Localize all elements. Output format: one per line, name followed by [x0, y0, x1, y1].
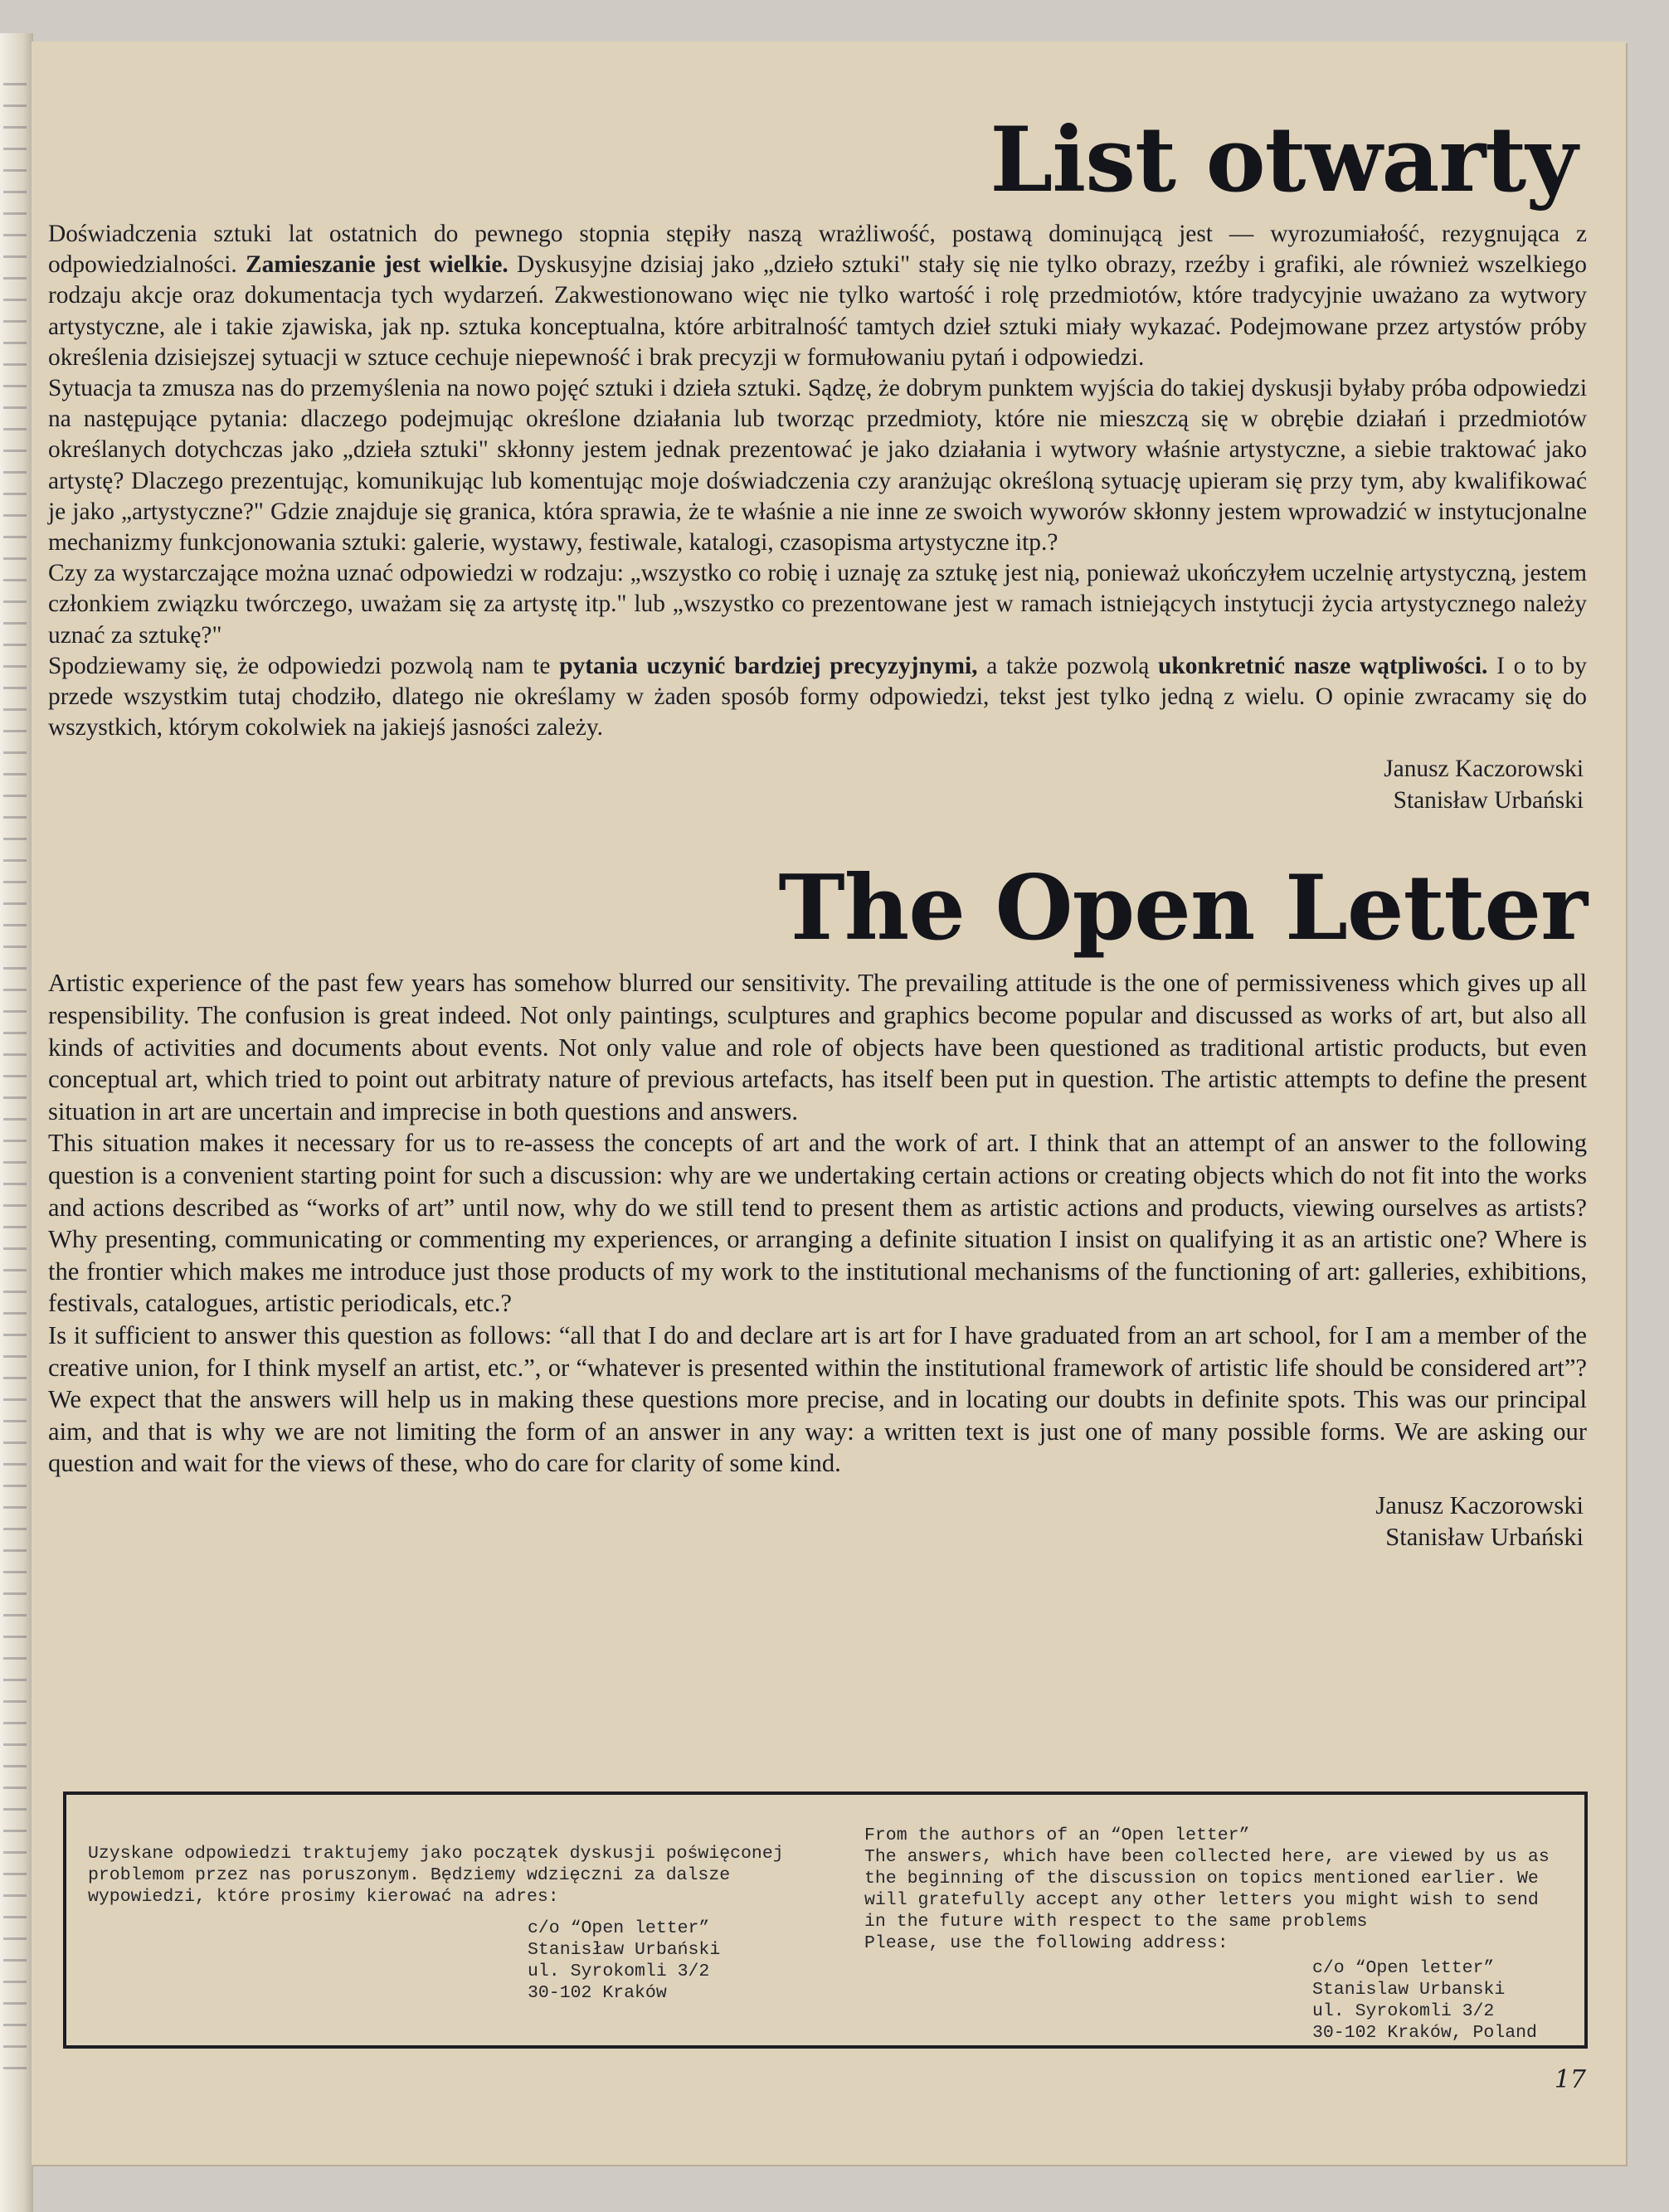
signature-name: Janusz Kaczorowski — [1384, 756, 1584, 783]
polish-address — [528, 1918, 801, 2004]
english-signature — [48, 1490, 1587, 1553]
text-span: Dyskusyjne dzisiaj jako „dzieło sztuki" stały się nie tylko obrazy, rzeźby i grafiki, ale również wszelkiego rodzaju akcje oraz dokumentacja tych wydarzeń. Zakwestionowano więc nie tylko wartość i rolę przedmiotów, które tradycyjnie uważano za wytwory artystyczne, ale i takie zjawiska, jak np. sztuka konceptualna, które arbitralność tamtych dzieł sztuki miały wykazać. Podejmowane przez artystów próby określenia dzisiejszej sytuacji w sztuce cechuje niepewność i brak precyzji w formułowaniu pytań i odpowiedzi. — [48, 251, 1587, 371]
contact-heading: From the authors of an “Open letter” — [864, 1826, 1250, 1845]
polish-paragraph-4 — [48, 651, 1587, 744]
address-line: 30-102 Kraków, Poland — [1312, 2023, 1537, 2043]
polish-paragraph-3: Czy za wystarczające można uznać odpowiedzi w rodzaju: „wszystko co robię i uznaję za sztukę jest nią, ponieważ ukończyłem uczelnię artystyczną, jestem członkiem związku twórczego, uważam się za artystę itp." lub „wszystko co prezentowane jest w ramach istniejących instytucji życia artystycznego należy uznać za sztukę?" — [48, 560, 1587, 649]
polish-letter-body — [48, 219, 1587, 816]
polish-paragraph-1 — [48, 219, 1587, 373]
contact-box-english — [864, 1825, 1561, 2044]
adjacent-page-edge — [0, 33, 33, 2212]
address-line: c/o “Open letter” — [1312, 1958, 1495, 1978]
polish-title: List otwarty — [990, 108, 1577, 212]
bold-text: Zamieszanie jest wielkie. — [245, 251, 508, 279]
polish-signature — [48, 753, 1587, 816]
address-line: ul. Syrokomli 3/2 — [528, 1962, 710, 1981]
contact-text: Uzyskane odpowiedzi traktujemy jako początek dyskusji poświęconej problemom przez nas poruszonym. Będziemy wdzięczni za dalsze wypowiedzi, które prosimy kierować na adres: — [88, 1844, 784, 1907]
adjacent-page-text — [3, 83, 27, 2073]
english-paragraph-3: Is it sufficient to answer this question as follows: “all that I do and declare art is art for I have graduated from an art school, for I am a member of the creative union, for I think myself an artist, etc.”, or “whatever is presented within the institutional framework of artistic life should be considered art”? We expect that the answers will help us in making these questions more precise, and in locating our doubts in definite spots. This was our principal aim, and that is why we are not limiting the form of an answer in any way: a written text is just one of many possible forms. We are asking our question and wait for the views of these, who do care for clarity of some kind. — [48, 1320, 1587, 1478]
english-address — [1312, 1957, 1561, 2044]
magazine-page — [32, 41, 1626, 2165]
contact-text: The answers, which have been collected here, are viewed by us as the beginning of the discussion on topics mentioned earlier. We will gratefully accept any other letters you might wish to send in the future with respect to the same problems — [864, 1847, 1550, 1932]
address-line: ul. Syrokomli 3/2 — [1312, 2001, 1495, 2021]
bold-text: pytania uczynić bardziej precyzyjnymi, — [559, 652, 978, 679]
text-span: a także pozwolą — [977, 652, 1159, 679]
text-span: I o to by przede wszystkim tutaj chodziło, dlatego nie określamy w żaden sposób formy odpowiedzi, tekst jest tylko jedną z wielu. O opinie zwracamy się do wszystkich, którym cokolwiek na jakiejś jasności zależy. — [48, 652, 1587, 741]
signature-name: Janusz Kaczorowski — [1375, 1490, 1584, 1519]
english-paragraph-2: This situation makes it necessary for us to re-assess the concepts of art and the work of art. I think that an attempt of an answer to the following question is a convenient starting point for such a discussion: why are we undertaking certain actions or creating objects which do not fit into the works and actions described as “works of art” until now, why do we still tend to present them as artistic actions and products, viewing ourselves as artists? Why presenting, communicating or commenting my experiences, or arranging a definite situation I insist on qualifying it as an artistic one? Where is the frontier which makes me introduce just those products of my work to the institutional mechanisms of the functioning of art: galleries, exhibitions, festivals, catalogues, artistic periodicals, etc.? — [48, 1129, 1587, 1318]
english-title: The Open Letter — [778, 856, 1587, 961]
page-content — [48, 41, 1587, 1553]
address-line: Stanisław Urbański — [528, 1940, 721, 1960]
text-span: Doświadczenia sztuki lat ostatnich do pewnego stopnia stępiły naszą wrażliwość, postawą dominującą jest — wyrozumiałość, rezygnująca z odpowiedzialności. — [48, 221, 1587, 279]
contact-box — [63, 1791, 1588, 2049]
page-number: 17 — [1554, 2065, 1586, 2094]
signature-name: Stanisław Urbański — [1385, 1522, 1584, 1551]
bold-text: ukonkretnić nasze wątpliwości. — [1158, 652, 1488, 679]
address-line: 30-102 Kraków — [528, 1983, 667, 2003]
contact-box-polish — [88, 1843, 801, 2004]
address-line: Stanislaw Urbanski — [1312, 1980, 1506, 2000]
english-paragraph-1: Artistic experience of the past few years has somehow blurred our sensitivity. The prevailing attitude is the one of permissiveness which gives up all respensibility. The confusion is great indeed. Not only paintings, sculptures and graphics become popular and discussed as works of art, but also all kinds of activities and documents about events. Not only value and role of objects have been questioned as traditional artistic products, but even conceptual art, which tried to point out arbitraty nature of previous artefacts, has itself been put in question. The artistic attempts to define the present situation in art are uncertain and imprecise in both questions and answers. — [48, 969, 1587, 1125]
polish-paragraph-2: Sytuacja ta zmusza nas do przemyślenia na nowo pojęć sztuki i dzieła sztuki. Sądzę, że dobrym punktem wyjścia do takiej dyskusji byłaby próba odpowiedzi na następujące pytania: dlaczego podejmując określone działania lub tworząc przedmioty, które nie mieszczą się w obrębie działań i przedmiotów określanych dotychczas jako „dzieła sztuki" skłonny jestem jednak prezentować je jako działania i wytwory właśnie artystyczne, a siebie traktować jako artystę? Dlaczego prezentując, komunikując lub komentując moje doświadczenia czy aranżując określoną sytuację upieram się przy tym, aby kwalifikować je jako „artystyczne?" Gdzie znajduje się granica, która sprawia, że te właśnie a nie inne ze swoich wyworów skłonny jestem wprowadzić w instytucjonalne mechanizmy funkcjonowania sztuki: galerie, wystawy, festiwale, katalogi, czasopisma artystyczne itp.? — [48, 375, 1587, 557]
contact-instruction: Please, use the following address: — [864, 1933, 1229, 1953]
address-line: c/o “Open letter” — [528, 1918, 710, 1938]
english-letter-body — [48, 967, 1587, 1553]
signature-name: Stanisław Urbański — [1393, 787, 1584, 814]
text-span: Spodziewamy się, że odpowiedzi pozwolą nam te — [48, 652, 560, 679]
